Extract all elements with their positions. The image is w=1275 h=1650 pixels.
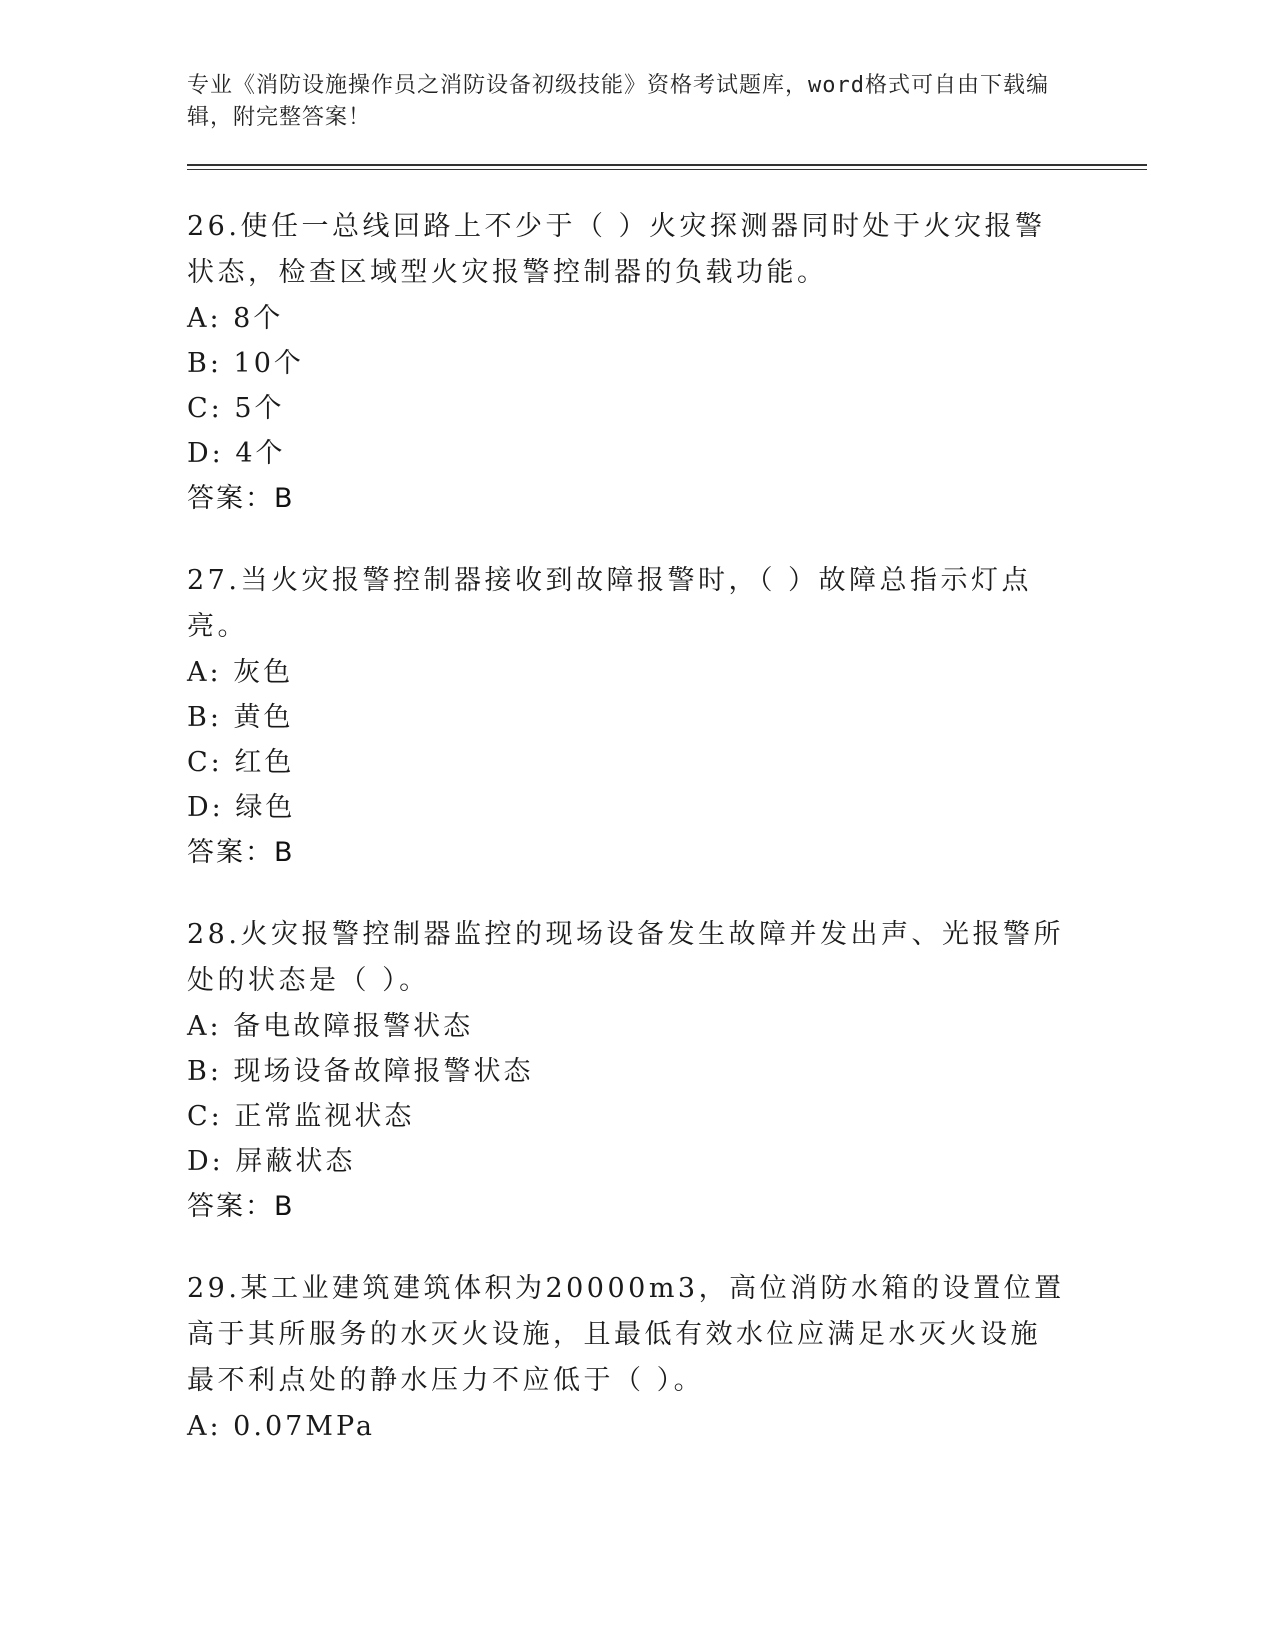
- option-a: A: 备电故障报警状态: [187, 1011, 474, 1042]
- question-text: 29.某工业建筑建筑体积为20000m3，高位消防水箱的设置位置高于其所服务的水灭火设施，且最低有效水位应满足水灭火设施最不利点处的静水压力不应低于（ ）。: [187, 1273, 1065, 1396]
- option-a: A: 0.07MPa: [187, 1411, 375, 1442]
- question-29: [187, 1266, 1147, 1449]
- answer-line: 答案：B: [187, 1191, 295, 1222]
- option-d: D: 4个: [187, 438, 286, 469]
- header-divider: [187, 164, 1147, 170]
- option-a: A: 8个: [187, 303, 284, 334]
- option-d: D: 绿色: [187, 792, 296, 823]
- answer-line: 答案：B: [187, 483, 295, 514]
- option-b: B: 现场设备故障报警状态: [187, 1056, 534, 1087]
- document-header: 专业《消防设施操作员之消防设备初级技能》资格考试题库，word格式可自由下载编辑，附完整答案！: [187, 73, 1049, 130]
- question-list: [187, 204, 1147, 1449]
- question-26: [187, 204, 1147, 522]
- option-c: C: 红色: [187, 747, 295, 778]
- option-a: A: 灰色: [187, 657, 294, 688]
- option-b: B: 10个: [187, 348, 304, 379]
- option-d: D: 屏蔽状态: [187, 1146, 356, 1177]
- answer-line: 答案：B: [187, 837, 295, 868]
- question-text: 26.使任一总线回路上不少于（ ）火灾探测器同时处于火灾报警状态，检查区域型火灾报警控制器的负载功能。: [187, 211, 1046, 288]
- question-28: [187, 912, 1147, 1230]
- document-page: [187, 70, 1147, 1485]
- option-c: C: 5个: [187, 393, 285, 424]
- question-text: 27.当火灾报警控制器接收到故障报警时，（ ）故障总指示灯点亮。: [187, 565, 1033, 642]
- question-27: [187, 558, 1147, 876]
- option-c: C: 正常监视状态: [187, 1101, 415, 1132]
- option-b: B: 黄色: [187, 702, 294, 733]
- question-text: 28.火灾报警控制器监控的现场设备发生故障并发出声、光报警所处的状态是（ ）。: [187, 919, 1064, 996]
